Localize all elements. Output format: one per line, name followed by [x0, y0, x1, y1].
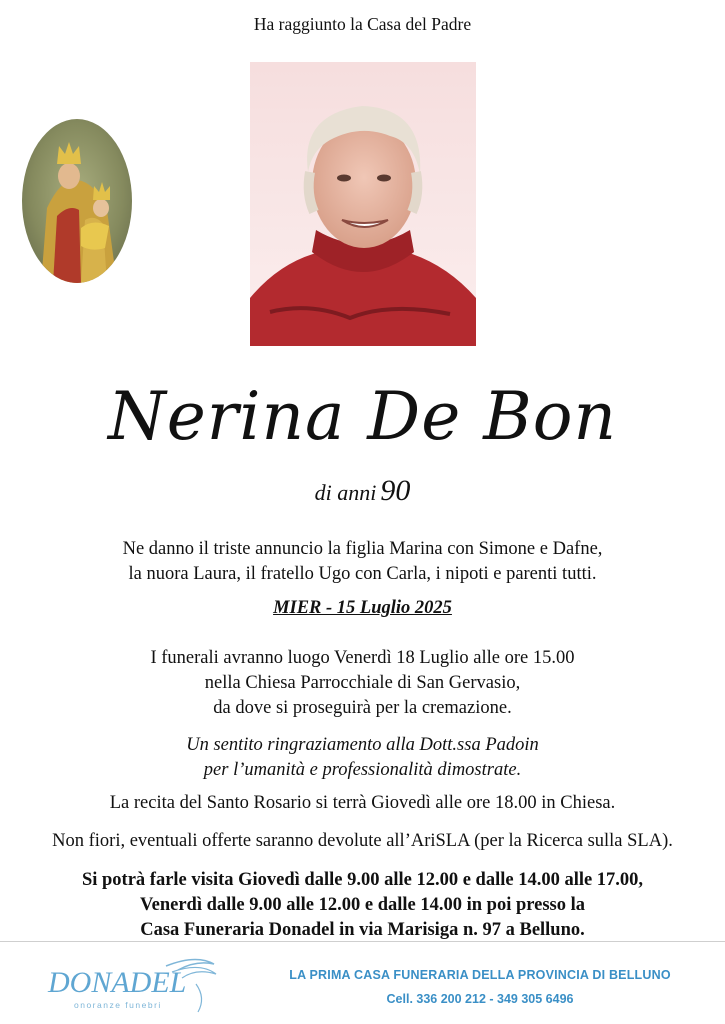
visit-line: Casa Funeraria Donadel in via Marisiga n. 97 a Belluno. — [140, 920, 585, 940]
portrait-photo — [250, 62, 476, 346]
flowers-note: Non fiori, eventuali offerte saranno devolute all’AriSLA (per la Ricerca sulla SLA). — [52, 831, 673, 851]
visit-hours — [0, 868, 725, 943]
announcement-line: Ne danno il triste annuncio la figlia Marina con Simone e Dafne, — [122, 539, 603, 559]
visit-line: Venerdì dalle 9.00 alle 12.00 e dalle 14.00 in poi presso la — [139, 895, 586, 915]
funeral-line: da dove si proseguirà per la cremazione. — [213, 698, 512, 718]
thanks-line: per l’umanità e professionalità dimostrate. — [203, 760, 522, 780]
footer-phones: Cell. 336 200 212 - 349 305 6496 — [386, 992, 574, 1006]
footer-slogan: LA PRIMA CASA FUNERARIA DELLA PROVINCIA DI BELLUNO — [289, 968, 671, 982]
donadel-logo — [46, 954, 221, 1016]
announcement — [0, 537, 725, 587]
madonna-image — [21, 118, 133, 284]
funeral-line: I funerali avranno luogo Venerdì 18 Luglio alle ore 15.00 — [150, 648, 575, 668]
thanks-note — [0, 733, 725, 783]
place-date: MIER - 15 Luglio 2025 — [273, 598, 452, 618]
logo-text: DONADEL — [48, 966, 187, 999]
visit-line: Si potrà farle visita Giovedì dalle 9.00 alle 12.00 e dalle 14.00 alle 17.00, — [81, 870, 644, 890]
deceased-name: Nerina De Bon — [108, 378, 617, 455]
logo-subtext: onoranze funebri — [74, 1000, 162, 1010]
footer-divider — [0, 941, 725, 942]
rosary-note: La recita del Santo Rosario si terrà Giovedì alle ore 18.00 in Chiesa. — [109, 793, 616, 813]
header-line: Ha raggiunto la Casa del Padre — [253, 14, 472, 34]
age-line — [0, 474, 725, 508]
funeral-details — [0, 646, 725, 721]
age-value: 90 — [380, 474, 411, 507]
funeral-line: nella Chiesa Parrocchiale di San Gervasio, — [204, 673, 521, 693]
announcement-line: la nuora Laura, il fratello Ugo con Carla, i nipoti e parenti tutti. — [128, 564, 597, 584]
age-prefix: di anni — [314, 480, 377, 505]
thanks-line: Un sentito ringraziamento alla Dott.ssa Padoin — [186, 735, 539, 755]
